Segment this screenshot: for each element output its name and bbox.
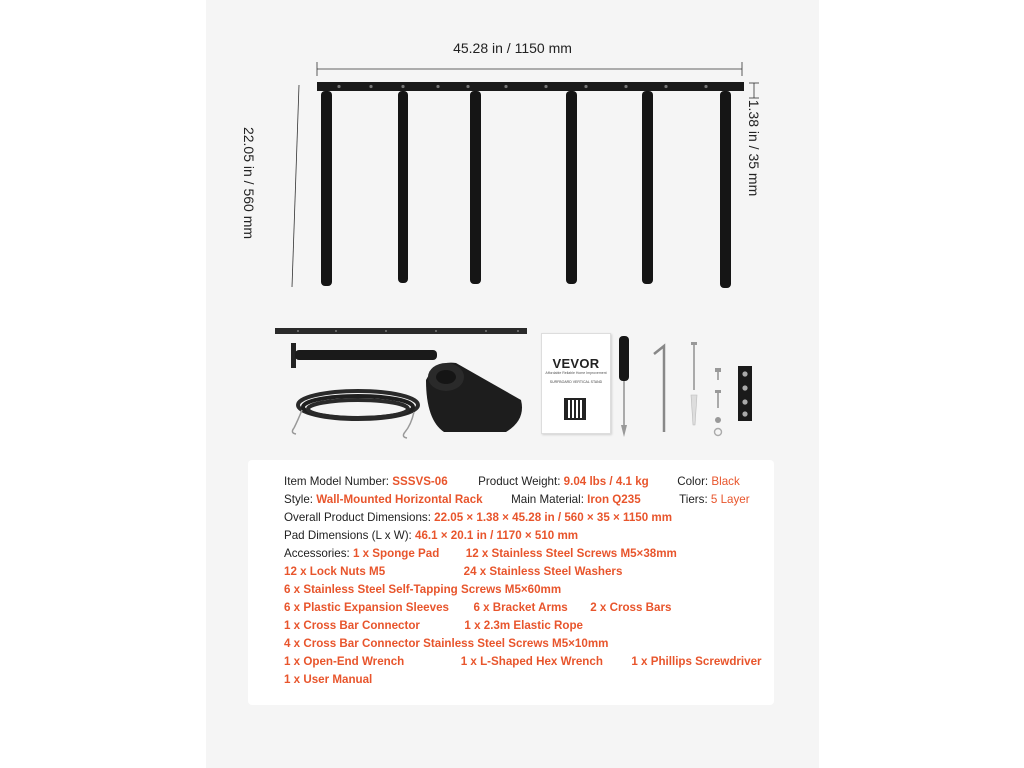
- model-number-label: Item Model Number:: [284, 475, 390, 488]
- spec-row: [284, 655, 762, 669]
- accessories-label: Accessories:: [284, 547, 350, 560]
- main-material-value: Iron Q235: [587, 493, 641, 506]
- accessory-item: 1 x Sponge Pad: [352, 547, 440, 560]
- product-weight-label: Product Weight:: [478, 475, 561, 488]
- product-weight-value: 9.04 lbs / 4.1 kg: [563, 475, 649, 488]
- user-manual: [541, 333, 611, 434]
- bracket-arm: [321, 91, 332, 286]
- spec-row: [284, 673, 372, 687]
- spec-row: [284, 583, 561, 597]
- tiers-label: Tiers:: [679, 493, 708, 506]
- accessory-item: 6 x Stainless Steel Self-Tapping Screws M5×60mm: [284, 583, 562, 596]
- color-label: Color:: [677, 475, 709, 488]
- spec-row: [284, 511, 672, 525]
- bracket-arm: [642, 91, 653, 284]
- accessory-item: 6 x Plastic Expansion Sleeves: [284, 601, 449, 614]
- bracket-arm: [566, 91, 577, 284]
- screws: [691, 342, 722, 436]
- style-label: Style:: [284, 493, 313, 506]
- spec-row: [284, 565, 622, 579]
- accessory-item: 1 x 2.3m Elastic Rope: [464, 619, 583, 632]
- hex-wrench: [654, 346, 664, 432]
- spec-row: [284, 475, 740, 489]
- spec-row: [284, 547, 677, 561]
- spec-row: [284, 601, 671, 615]
- style-value: Wall-Mounted Horizontal Rack: [316, 493, 483, 506]
- spec-row: [284, 493, 750, 507]
- color-value: Black: [711, 475, 740, 488]
- pad-dimensions-label: Pad Dimensions (L x W):: [284, 529, 412, 542]
- accessory-item: 6 x Bracket Arms: [473, 601, 568, 614]
- bracket-arm: [720, 91, 731, 288]
- tiers-value: 5 Layer: [710, 493, 750, 506]
- accessory-item: 2 x Cross Bars: [590, 601, 672, 614]
- model-number-value: SSSVS-06: [392, 475, 448, 488]
- accessory-item: 1 x User Manual: [284, 673, 373, 686]
- spec-row: [284, 637, 608, 651]
- height-dimension-line: [292, 85, 299, 287]
- manual-tagline: Affordable Reliable Home Improvement: [545, 371, 607, 375]
- bracket-arm: [398, 91, 408, 283]
- depth-dimension-label: 1.38 in / 35 mm: [746, 99, 762, 197]
- bracket-arms: [321, 91, 731, 288]
- qr-code-icon: [564, 398, 586, 420]
- spec-row: [284, 529, 578, 543]
- spec-row: [284, 619, 583, 633]
- top-cross-bar: [317, 82, 744, 91]
- accessory-item: 1 x Cross Bar Connector: [284, 619, 420, 632]
- accessory-item: 1 x L-Shaped Hex Wrench: [460, 655, 603, 668]
- bracket-arm: [470, 91, 481, 284]
- manual-brand-logo: VEVOR: [552, 356, 600, 371]
- height-dimension-label: 22.05 in / 560 mm: [241, 126, 257, 240]
- elastic-rope: [292, 391, 418, 438]
- main-material-label: Main Material:: [511, 493, 584, 506]
- accessory-item: 1 x Phillips Screwdriver: [631, 655, 762, 668]
- specifications-panel: [248, 460, 774, 705]
- product-image-canvas: [206, 0, 819, 768]
- accessory-item: 4 x Cross Bar Connector Stainless Steel Screws M5×10mm: [284, 637, 609, 650]
- accessory-item: 12 x Lock Nuts M5: [284, 565, 386, 578]
- overall-dimensions-value: 22.05 × 1.38 × 45.28 in / 560 × 35 × 1150 mm: [434, 511, 673, 524]
- accessory-item: 12 x Stainless Steel Screws M5×38mm: [465, 547, 677, 560]
- cross-bar-accessory: [275, 328, 527, 334]
- manual-title: SURFBOARD VERTICAL STAND: [549, 380, 603, 384]
- pad-dimensions-value: 46.1 × 20.1 in / 1170 × 510 mm: [415, 529, 579, 542]
- sponge-pad-roll: [426, 363, 522, 432]
- accessory-item: 1 x Open-End Wrench: [284, 655, 405, 668]
- overall-dimensions-label: Overall Product Dimensions:: [284, 511, 431, 524]
- bracket-arm-accessory: [295, 350, 437, 360]
- cross-bar-connector: [738, 366, 752, 421]
- rack-illustration: [206, 0, 819, 460]
- phillips-screwdriver: [619, 336, 629, 437]
- accessory-item: 24 x Stainless Steel Washers: [463, 565, 623, 578]
- width-dimension-label: 45.28 in / 1150 mm: [453, 40, 572, 56]
